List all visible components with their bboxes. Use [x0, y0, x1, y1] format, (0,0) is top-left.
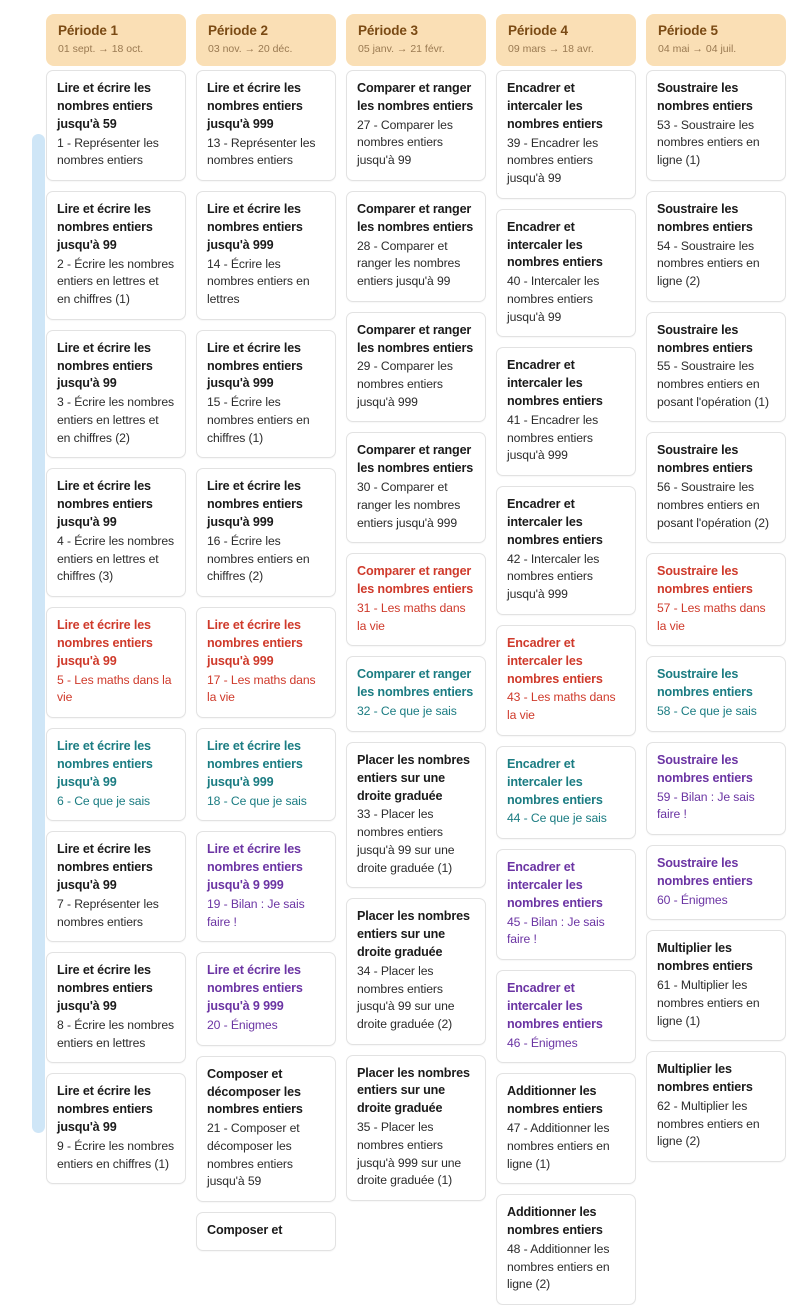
lesson-card-title: Placer les nombres entiers sur une droite graduée: [357, 1065, 470, 1116]
lesson-card-title: Lire et écrire les nombres entiers jusqu'à 999: [207, 618, 303, 668]
lesson-card-subtitle: 28 - Comparer et ranger les nombres entiers jusqu'à 99: [357, 238, 461, 288]
lesson-card-subtitle: 33 - Placer les nombres entiers jusqu'à 99 sur une droite graduée (1): [357, 807, 455, 875]
lesson-card[interactable]: [646, 1051, 786, 1162]
lesson-card-subtitle: 48 - Additionner les nombres entiers en ligne (2): [507, 1241, 610, 1292]
lesson-card-title: Comparer et ranger les nombres entiers: [357, 564, 474, 597]
lesson-card-subtitle: 1 - Représenter les nombres entiers: [57, 135, 159, 168]
period-title: Période 3: [358, 23, 418, 38]
lesson-card-subtitle: 19 - Bilan : Je sais faire !: [207, 897, 305, 929]
vertical-scrollbar-track[interactable]: [16, 66, 29, 1067]
lesson-card-title: Lire et écrire les nombres entiers jusqu'à 999: [207, 340, 303, 391]
lesson-card-subtitle: 7 - Représenter les nombres entiers: [57, 897, 159, 929]
lesson-card[interactable]: [196, 728, 336, 821]
lesson-card[interactable]: [646, 191, 786, 302]
lesson-card-title: Lire et écrire les nombres entiers jusqu'à 99: [57, 340, 153, 391]
period-title: Période 2: [208, 23, 268, 38]
lesson-card-subtitle: 41 - Encadrer les nombres entiers jusqu'à 999: [507, 413, 599, 463]
lesson-card-title: Soustraire les nombres entiers: [657, 667, 753, 700]
lesson-card-title: Multiplier les nombres entiers: [657, 941, 753, 974]
lesson-card[interactable]: [196, 607, 336, 718]
lesson-card-title: Encadrer et intercaler les nombres entiers: [507, 756, 603, 807]
lesson-card-subtitle: 29 - Comparer les nombres entiers jusqu'à 999: [357, 359, 453, 409]
period-chip[interactable]: [646, 14, 786, 66]
lesson-card[interactable]: [346, 70, 486, 181]
period-column: [496, 66, 636, 1292]
lesson-card-title: Comparer et ranger les nombres entiers: [357, 81, 474, 113]
period-title: Période 4: [508, 23, 568, 38]
lesson-card-title: Lire et écrire les nombres entiers jusqu'à 999: [207, 81, 303, 131]
lesson-card-subtitle: 43 - Les maths dans la vie: [507, 690, 616, 723]
lesson-card-title: Lire et écrire les nombres entiers jusqu'à 99: [57, 739, 153, 789]
lesson-card-subtitle: 27 - Comparer les nombres entiers jusqu'à 99: [357, 117, 453, 168]
lesson-card-subtitle: 9 - Écrire les nombres entiers en chiffres (1): [57, 1139, 175, 1171]
lesson-card-subtitle: 5 - Les maths dans la vie: [57, 672, 172, 705]
period-column: [346, 66, 486, 1188]
lesson-card-subtitle: 44 - Ce que je sais: [507, 811, 607, 826]
lesson-card[interactable]: [646, 553, 786, 646]
lesson-card-subtitle: 47 - Additionner les nombres entiers en ligne (1): [507, 1121, 610, 1171]
period-chip[interactable]: [496, 14, 636, 66]
lesson-card[interactable]: [346, 898, 486, 1044]
lesson-card[interactable]: [346, 1055, 486, 1201]
lesson-card-title: Lire et écrire les nombres entiers jusqu'à 9 999: [207, 963, 303, 1014]
lesson-card[interactable]: [46, 1073, 186, 1184]
lesson-card-title: Lire et écrire les nombres entiers jusqu'à 99: [57, 202, 153, 252]
lesson-card-subtitle: 42 - Intercaler les nombres entiers jusqu'à 999: [507, 551, 600, 602]
lesson-card-subtitle: 34 - Placer les nombres entiers jusqu'à 99 sur une droite graduée (2): [357, 963, 455, 1031]
lesson-card-title: Comparer et ranger les nombres entiers: [357, 201, 474, 234]
lesson-card-subtitle: 61 - Multiplier les nombres entiers en ligne (1): [657, 978, 760, 1028]
lesson-card-subtitle: 30 - Comparer et ranger les nombres entiers jusqu'à 999: [357, 480, 461, 530]
lesson-card[interactable]: [46, 330, 186, 459]
lesson-card-subtitle: 16 - Écrire les nombres entiers en chiffres (2): [207, 534, 310, 584]
lesson-card-title: Soustraire les nombres entiers: [657, 564, 753, 597]
vertical-scrollbar-thumb[interactable]: [32, 134, 45, 1133]
lesson-card[interactable]: [496, 1073, 636, 1184]
period-column: [196, 66, 336, 1238]
lesson-card-subtitle: 13 - Représenter les nombres entiers: [207, 135, 316, 168]
lesson-card-title: Comparer et ranger les nombres entiers: [357, 667, 474, 700]
lesson-card-title: Lire et écrire les nombres entiers jusqu'à 999: [207, 479, 303, 530]
lesson-card-title: Encadrer et intercaler les nombres entiers: [507, 81, 603, 131]
lesson-card-subtitle: 57 - Les maths dans la vie: [657, 601, 766, 633]
lesson-card[interactable]: [196, 952, 336, 1045]
lesson-card-subtitle: 39 - Encadrer les nombres entiers jusqu'à 99: [507, 135, 599, 185]
lesson-card-subtitle: 17 - Les maths dans la vie: [207, 672, 316, 705]
lesson-card-title: Encadrer et intercaler les nombres entiers: [507, 635, 603, 686]
lesson-card-subtitle: 4 - Écrire les nombres entiers en lettres et chiffres (3): [57, 534, 175, 584]
period-chip[interactable]: [46, 14, 186, 66]
lesson-card-subtitle: 62 - Multiplier les nombres entiers en ligne (2): [657, 1098, 760, 1149]
lesson-card-title: Encadrer et intercaler les nombres entiers: [507, 981, 603, 1031]
lesson-card-subtitle: 15 - Écrire les nombres entiers en chiffres (1): [207, 395, 310, 445]
lesson-card[interactable]: [646, 742, 786, 835]
lesson-card-title: Encadrer et intercaler les nombres entiers: [507, 358, 603, 409]
lesson-card[interactable]: [346, 553, 486, 646]
lesson-card[interactable]: [46, 952, 186, 1063]
lesson-card-subtitle: 6 - Ce que je sais: [57, 793, 151, 808]
lesson-card[interactable]: [496, 625, 636, 736]
lesson-card-subtitle: 18 - Ce que je sais: [207, 793, 307, 808]
lesson-card[interactable]: [496, 1194, 636, 1305]
lesson-card-title: Soustraire les nombres entiers: [657, 322, 753, 355]
lesson-card-title: Additionner les nombres entiers: [507, 1205, 603, 1238]
lesson-card[interactable]: [646, 656, 786, 731]
lesson-card-subtitle: 53 - Soustraire les nombres entiers en ligne (1): [657, 117, 760, 168]
lesson-card-title: Comparer et ranger les nombres entiers: [357, 322, 474, 355]
lesson-card[interactable]: [496, 970, 636, 1063]
lesson-card-title: Soustraire les nombres entiers: [657, 855, 753, 888]
lesson-card[interactable]: [346, 742, 486, 888]
lesson-card-subtitle: 31 - Les maths dans la vie: [357, 601, 466, 633]
lesson-card[interactable]: [496, 209, 636, 338]
period-date-range: 03 nov. → 20 déc.: [208, 42, 293, 55]
lesson-card-subtitle: 46 - Énigmes: [507, 1035, 578, 1050]
lesson-card-subtitle: 2 - Écrire les nombres entiers en lettres et en chiffres (1): [57, 256, 175, 306]
lesson-card[interactable]: [346, 312, 486, 423]
lesson-card[interactable]: [496, 486, 636, 615]
lesson-card[interactable]: [196, 330, 336, 459]
period-date-range: 09 mars → 18 avr.: [508, 42, 594, 55]
lesson-card-title: Placer les nombres entiers sur une droite graduée: [357, 752, 470, 803]
lesson-card[interactable]: [196, 831, 336, 942]
lesson-card-subtitle: 21 - Composer et décomposer les nombres entiers jusqu'à 59: [207, 1121, 300, 1189]
lesson-card-subtitle: 60 - Énigmes: [657, 892, 728, 907]
period-date-range: 01 sept. → 18 oct.: [58, 42, 144, 55]
lesson-card-title: Multiplier les nombres entiers: [657, 1062, 753, 1095]
lesson-card-title: Lire et écrire les nombres entiers jusqu'à 99: [57, 618, 153, 668]
lesson-card-subtitle: 55 - Soustraire les nombres entiers en posant l'opération (1): [657, 359, 769, 409]
lesson-card-subtitle: 56 - Soustraire les nombres entiers en posant l'opération (2): [657, 480, 769, 530]
lesson-card[interactable]: [646, 930, 786, 1041]
lesson-card-title: Lire et écrire les nombres entiers jusqu'à 59: [57, 81, 153, 131]
lesson-card-title: Composer et décomposer les nombres entiers: [207, 1066, 303, 1117]
lesson-card[interactable]: [346, 656, 486, 731]
lesson-card-title: Soustraire les nombres entiers: [657, 752, 753, 785]
lesson-card-title: Lire et écrire les nombres entiers jusqu'à 999: [207, 202, 303, 252]
lesson-card-subtitle: 8 - Écrire les nombres entiers en lettres: [57, 1018, 175, 1050]
lesson-card[interactable]: [496, 849, 636, 960]
lesson-card[interactable]: [496, 746, 636, 839]
period-title: Période 1: [58, 23, 118, 38]
lesson-card-title: Soustraire les nombres entiers: [657, 443, 753, 476]
lesson-card-subtitle: 59 - Bilan : Je sais faire !: [657, 789, 755, 822]
lesson-card[interactable]: [346, 191, 486, 302]
lesson-card[interactable]: [646, 845, 786, 920]
lesson-card[interactable]: [46, 728, 186, 821]
lesson-card-title: Lire et écrire les nombres entiers jusqu'à 99: [57, 963, 153, 1014]
period-date-range: 04 mai → 04 juil.: [658, 42, 737, 55]
lesson-card-title: Encadrer et intercaler les nombres entiers: [507, 219, 603, 270]
lesson-card-title: Composer et: [207, 1223, 283, 1238]
lesson-card[interactable]: [496, 70, 636, 199]
lesson-card-title: Placer les nombres entiers sur une droite graduée: [357, 909, 470, 959]
lesson-card[interactable]: [196, 70, 336, 181]
lesson-card-title: Encadrer et intercaler les nombres entiers: [507, 860, 603, 910]
lesson-card-title: Comparer et ranger les nombres entiers: [357, 443, 474, 476]
lesson-card[interactable]: [46, 191, 186, 320]
lesson-card-title: Lire et écrire les nombres entiers jusqu'à 999: [207, 739, 303, 789]
periods-board: [0, 66, 800, 1292]
lesson-card[interactable]: [46, 831, 186, 942]
lesson-card[interactable]: [196, 1056, 336, 1202]
period-chip[interactable]: [346, 14, 486, 66]
lesson-card-subtitle: 40 - Intercaler les nombres entiers jusqu'à 99: [507, 274, 600, 324]
period-chip[interactable]: [196, 14, 336, 66]
lesson-card[interactable]: [46, 70, 186, 181]
period-column: [46, 66, 186, 1171]
lesson-card[interactable]: [196, 191, 336, 320]
lesson-card-title: Additionner les nombres entiers: [507, 1084, 603, 1117]
lesson-card-title: Lire et écrire les nombres entiers jusqu'à 9 999: [207, 842, 303, 893]
lesson-card[interactable]: [346, 432, 486, 543]
lesson-card[interactable]: [196, 1212, 336, 1251]
lesson-card-subtitle: 3 - Écrire les nombres entiers en lettres et en chiffres (2): [57, 395, 175, 445]
lesson-card-title: Lire et écrire les nombres entiers jusqu'à 99: [57, 1084, 153, 1135]
period-date-range: 05 janv. → 21 févr.: [358, 42, 445, 55]
lesson-card-title: Soustraire les nombres entiers: [657, 201, 753, 234]
lesson-card-title: Soustraire les nombres entiers: [657, 81, 753, 113]
period-column: [646, 66, 786, 1149]
lesson-card[interactable]: [46, 468, 186, 597]
lesson-card-subtitle: 20 - Énigmes: [207, 1018, 278, 1032]
lesson-card-subtitle: 32 - Ce que je sais: [357, 704, 457, 719]
lesson-card[interactable]: [496, 347, 636, 476]
lesson-card-title: Lire et écrire les nombres entiers jusqu'à 99: [57, 479, 153, 530]
lesson-card[interactable]: [646, 432, 786, 543]
lesson-card[interactable]: [646, 312, 786, 423]
lesson-card-title: Encadrer et intercaler les nombres entiers: [507, 497, 603, 547]
period-header-row: [0, 0, 800, 66]
lesson-card[interactable]: [196, 468, 336, 597]
lesson-card-subtitle: 14 - Écrire les nombres entiers en lettres: [207, 256, 310, 306]
lesson-card-subtitle: 35 - Placer les nombres entiers jusqu'à 999 sur une droite graduée (1): [357, 1120, 462, 1188]
lesson-card-subtitle: 58 - Ce que je sais: [657, 704, 757, 719]
lesson-card[interactable]: [46, 607, 186, 718]
lesson-card-subtitle: 45 - Bilan : Je sais faire !: [507, 914, 605, 947]
lesson-card-title: Lire et écrire les nombres entiers jusqu'à 99: [57, 842, 153, 893]
lesson-card-subtitle: 54 - Soustraire les nombres entiers en ligne (2): [657, 238, 760, 288]
period-title: Période 5: [658, 23, 718, 38]
lesson-card[interactable]: [646, 70, 786, 181]
